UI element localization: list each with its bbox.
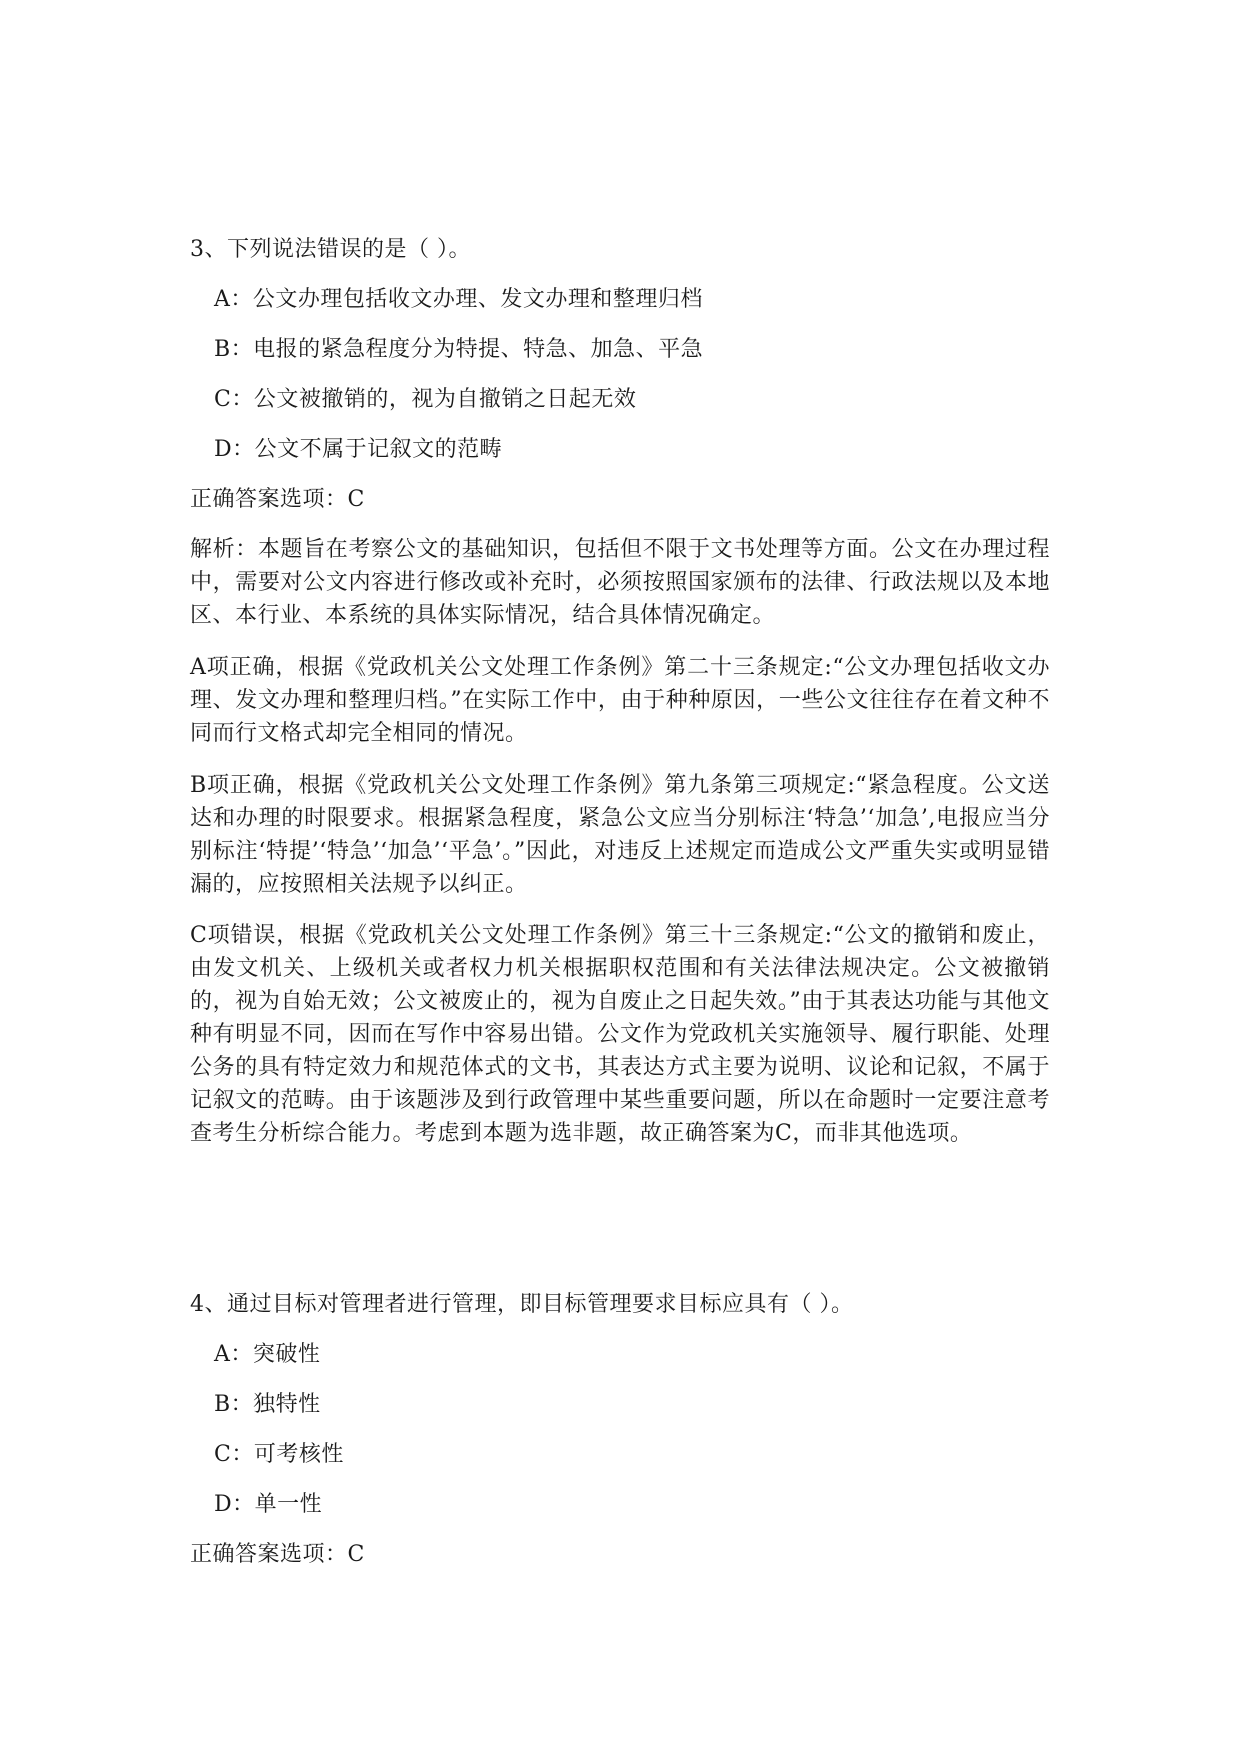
question-3-analysis-a: A项正确，根据《党政机关公文处理工作条例》第二十三条规定:“公文办理包括收文办理、发文办理和整理归档。”在实际工作中，由于种种原因，一些公文往往存在着文种不同而行文格式却完全相同的情况。	[190, 655, 1050, 746]
question-4-option-a: A：突破性	[214, 1342, 321, 1367]
question-4-text: 4、通过目标对管理者进行管理，即目标管理要求目标应具有（ ）。	[190, 1292, 854, 1317]
question-3-analysis-b: B项正确，根据《党政机关公文处理工作条例》第九条第三项规定:“紧急程度。公文送达和办理的时限要求。根据紧急程度，紧急公文应当分别标注‘特急’‘加急’,电报应当分别标注‘特提’‘特急’‘加急’‘平急’。”因此，对违反上述规定而造成公文严重失实或明显错漏的，应按照相关法规予以纠正。	[190, 773, 1050, 897]
question-3-analysis-intro: 解析：本题旨在考察公文的基础知识，包括但不限于文书处理等方面。公文在办理过程中，需要对公文内容进行修改或补充时，必须按照国家颁布的法律、行政法规以及本地区、本行业、本系统的具体实际情况，结合具体情况确定。	[190, 537, 1050, 628]
question-4-answer: 正确答案选项：C	[190, 1542, 365, 1567]
question-4-option-c: C：可考核性	[214, 1442, 344, 1467]
question-3-analysis-c: C项错误，根据《党政机关公文处理工作条例》第三十三条规定:“公文的撤销和废止，由发文机关、上级机关或者权力机关根据职权范围和有关法律法规决定。公文被撤销的，视为自始无效；公文被废止的，视为自废止之日起失效。”由于其表达功能与其他文种有明显不同，因而在写作中容易出错。公文作为党政机关实施领导、履行职能、处理公务的具有特定效力和规范体式的文书，其表达方式主要为说明、议论和记叙，不属于记叙文的范畴。由于该题涉及到行政管理中某些重要问题，所以在命题时一定要注意考查考生分析综合能力。考虑到本题为选非题，故正确答案为C，而非其他选项。	[190, 923, 1050, 1146]
question-3-option-a: A：公文办理包括收文办理、发文办理和整理归档	[214, 287, 703, 312]
question-3-answer: 正确答案选项：C	[190, 487, 365, 512]
question-4-option-d: D：单一性	[214, 1492, 323, 1517]
question-3-option-b: B：电报的紧急程度分为特提、特急、加急、平急	[214, 337, 704, 362]
question-3-text: 3、下列说法错误的是（ ）。	[190, 237, 471, 262]
question-3-option-d: D：公文不属于记叙文的范畴	[214, 437, 503, 462]
question-3-option-c: C：公文被撤销的，视为自撤销之日起无效	[214, 387, 637, 412]
question-4-option-b: B：独特性	[214, 1392, 321, 1417]
